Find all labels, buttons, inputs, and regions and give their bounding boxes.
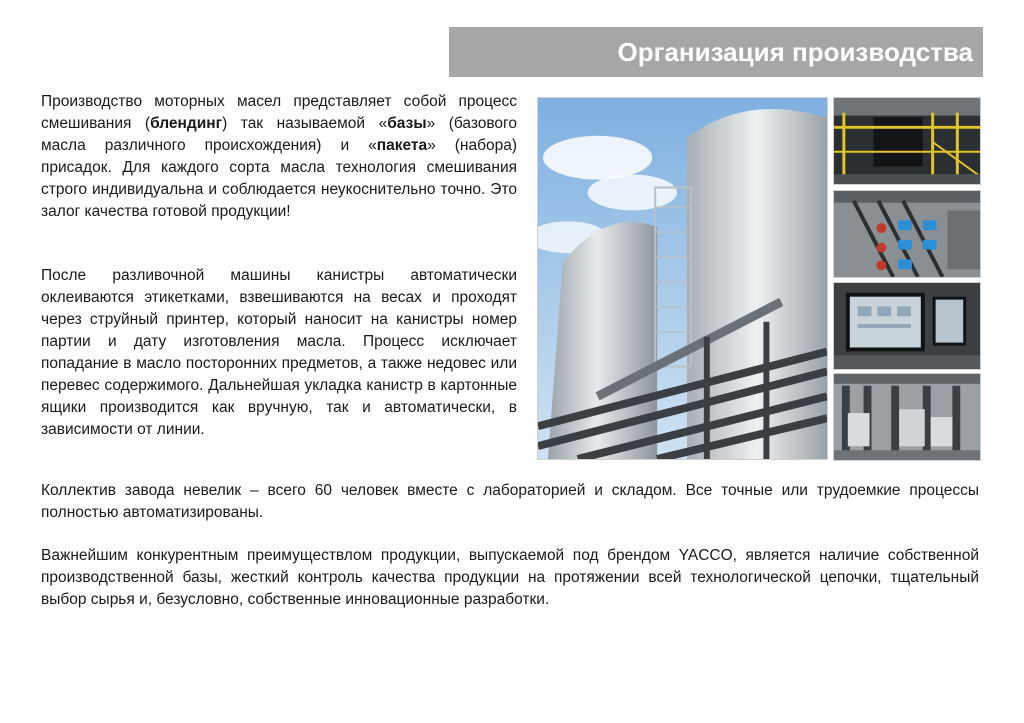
control-monitors-photo bbox=[833, 282, 981, 370]
term-blending: блендинг bbox=[150, 115, 223, 132]
paragraph-blending-text-1: Производство моторных масел представляет собой процесс смешивания ( bbox=[41, 93, 517, 132]
paragraph-advantages: Важнейшим конкурентным преимуществлом продукции, выпускаемой под брендом YACCO, является наличие собственной производственной базы, жесткий контроль качества продукции на протяжении всей технологической цепочки, тщательный выбор сырья и, безусловно, собственные инновационные разработки. bbox=[41, 547, 979, 608]
term-package: пакета bbox=[376, 137, 428, 154]
storage-tanks-photo bbox=[537, 97, 828, 460]
paragraph-staff: Коллектив завода невелик – всего 60 человек вместе с лабораторией и складом. Все точные или трудоемкие процессы полностью автоматизированы. bbox=[41, 482, 979, 521]
page-title: Организация производства bbox=[617, 36, 973, 67]
title-bar bbox=[449, 27, 983, 77]
term-base: базы bbox=[387, 115, 427, 132]
valve-panel-photo bbox=[833, 190, 981, 278]
filling-machines-photo bbox=[833, 373, 981, 461]
paragraph-blending bbox=[41, 91, 517, 223]
paragraph-filling: После разливочной машины канистры автоматически оклеиваются этикетками, взвешиваются на весах и проходят через струйный принтер, который наносит на канистры номер партии и дату изготовления масла. Процесс исключает попадание в масло посторонних предметов, а также недовес или перевес содержимого. Дальнейшая укладка канистр в картонные ящики производится как вручную, так и автоматически, в зависимости от линии. bbox=[41, 267, 517, 438]
paragraph-blending-text-3: » (базового масла различного происхождения) и « bbox=[41, 115, 517, 154]
yellow-scaffold-photo bbox=[833, 97, 981, 185]
paragraph-blending-text-2: ) так называемой « bbox=[222, 115, 388, 132]
paragraph-blending-text-4: » (набора) присадок. Для каждого сорта масла технология смешивания строго индивидуальна и соблюдается неукоснительно точно. Это залог качества готовой продукции! bbox=[41, 137, 517, 220]
